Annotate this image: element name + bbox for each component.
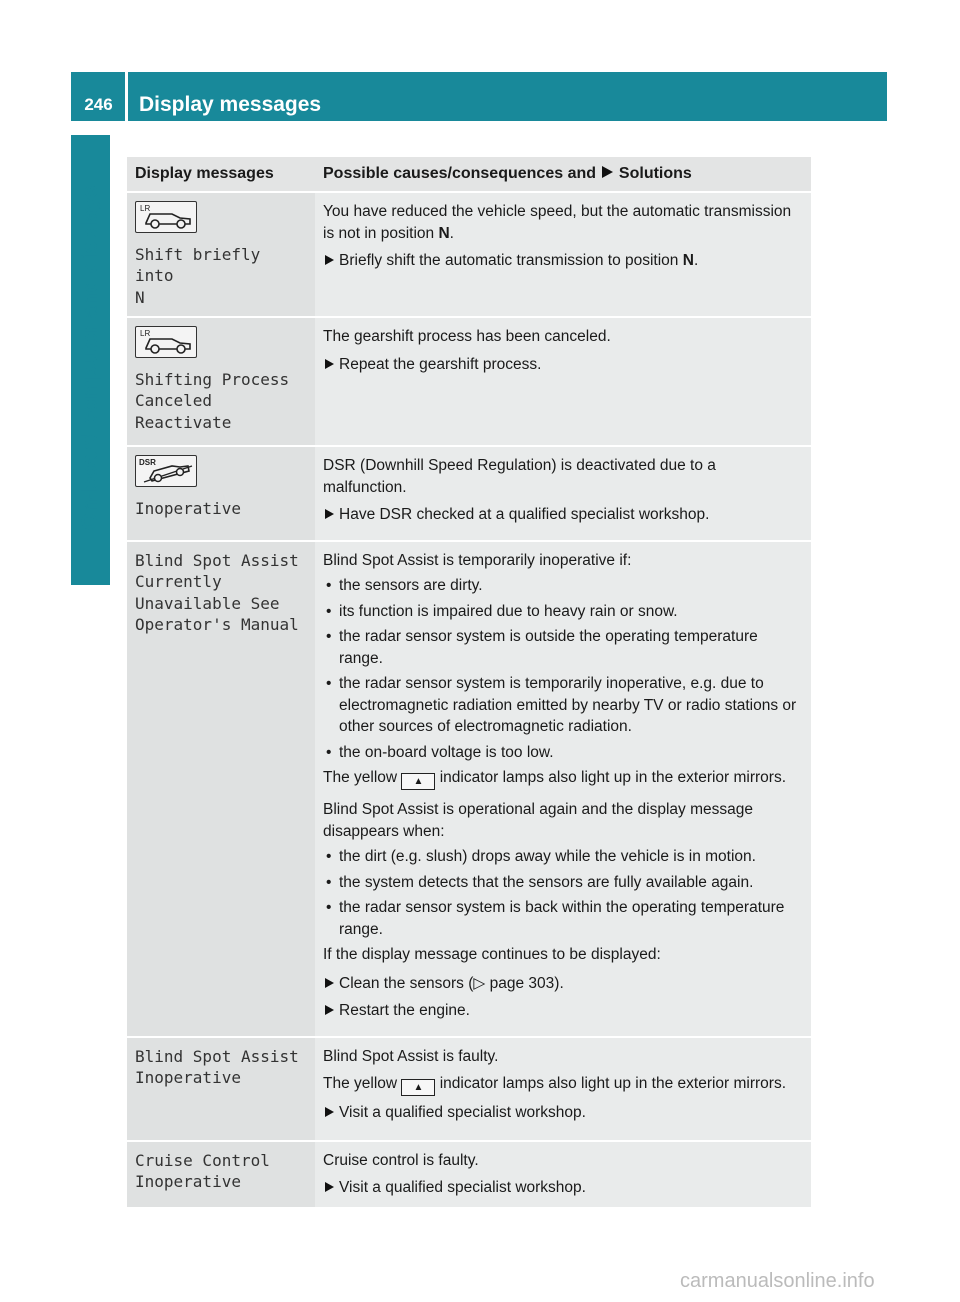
- display-messages-table: [127, 155, 811, 1209]
- cause-intro: Blind Spot Assist is temporarily inoperative if:: [323, 551, 632, 569]
- blind-spot-lamp-icon: ▲: [401, 773, 435, 790]
- action-step: Clean the sensors (▷ page 303).: [323, 973, 803, 995]
- cause-text: Blind Spot Assist is faulty.: [323, 1047, 499, 1065]
- operational-text: Blind Spot Assist is operational again and the display message disappears when:: [323, 801, 753, 840]
- list-item: • the system detects that the sensors are fully available again.: [323, 872, 803, 894]
- table-row: [127, 1142, 811, 1207]
- table-row: [127, 1038, 811, 1140]
- footer-watermark: carmanualsonline.info: [680, 1270, 875, 1292]
- cause-text: You have reduced the vehicle speed, but the automatic transmission is not in position N.: [323, 203, 792, 242]
- header-divider: [125, 72, 128, 121]
- lr-off-road-vehicle-icon: [135, 201, 197, 233]
- action-step: Have DSR checked at a qualified specialist workshop.: [323, 504, 803, 526]
- cause-text: Cruise control is faulty.: [323, 1151, 479, 1169]
- cause-text: The gearshift process has been canceled.: [323, 328, 611, 345]
- page-number: 246: [84, 95, 113, 114]
- page-title: Display messages: [139, 93, 322, 116]
- table-row: [127, 542, 811, 1036]
- col-header-display-messages: Display messages: [127, 157, 315, 191]
- table-row: [127, 193, 811, 316]
- lr-off-road-vehicle-icon: [135, 326, 197, 358]
- table-header-row: [127, 157, 811, 191]
- col-header-causes-solutions: Possible causes/consequences and Solutions: [315, 157, 811, 191]
- list-item: • the radar sensor system is temporarily inoperative, e.g. due to electromagnetic radiation emitted by nearby TV or radio stations or other sources of electromagnetic radiation.: [323, 673, 803, 738]
- svg-text:LR: LR: [140, 204, 151, 213]
- arrow-right-icon: [600, 165, 614, 179]
- action-step: Visit a qualified specialist workshop.: [323, 1102, 803, 1124]
- lamp-note: The yellow ▲ indicator lamps also light up in the exterior mirrors.: [323, 767, 803, 790]
- display-message-text: Blind Spot Assist Inoperative: [135, 1046, 299, 1087]
- dsr-downhill-icon: [135, 455, 197, 487]
- list-item: • the sensors are dirty.: [323, 575, 803, 597]
- table-row: [127, 447, 811, 540]
- display-message-text: Inoperative: [135, 498, 241, 518]
- blind-spot-lamp-icon: ▲: [401, 1079, 435, 1096]
- action-step: Repeat the gearshift process.: [323, 354, 803, 376]
- cause-text: DSR (Downhill Speed Regulation) is deactivated due to a malfunction.: [323, 457, 716, 496]
- display-message-text: Blind Spot Assist Currently Unavailable See Operator's Manual: [135, 550, 299, 634]
- action-step: Visit a qualified specialist workshop.: [323, 1177, 803, 1199]
- table-row: [127, 318, 811, 445]
- list-item: • the dirt (e.g. slush) drops away while the vehicle is in motion.: [323, 846, 803, 868]
- display-message-text: Cruise Control Inoperative: [135, 1150, 270, 1191]
- action-step: Briefly shift the automatic transmission to position N.: [323, 250, 803, 272]
- display-message-text: Shift briefly into N: [135, 244, 261, 307]
- continues-text: If the display message continues to be displayed:: [323, 946, 661, 963]
- list-item: • the radar sensor system is outside the operating temperature range.: [323, 626, 803, 669]
- action-step: Restart the engine.: [323, 1000, 803, 1022]
- display-message-text: Shifting Process Canceled Reactivate: [135, 369, 290, 432]
- list-item: • the on-board voltage is too low.: [323, 742, 803, 764]
- list-item: • the radar sensor system is back within the operating temperature range.: [323, 897, 803, 940]
- svg-text:LR: LR: [140, 329, 151, 338]
- lamp-note: The yellow ▲ indicator lamps also light up in the exterior mirrors.: [323, 1073, 803, 1096]
- svg-text:DSR: DSR: [139, 458, 156, 467]
- list-item: • its function is impaired due to heavy rain or snow.: [323, 601, 803, 623]
- side-tab-label: On-board computer and displays: [77, 185, 102, 530]
- page-reference-link[interactable]: ▷ page 303: [473, 974, 555, 992]
